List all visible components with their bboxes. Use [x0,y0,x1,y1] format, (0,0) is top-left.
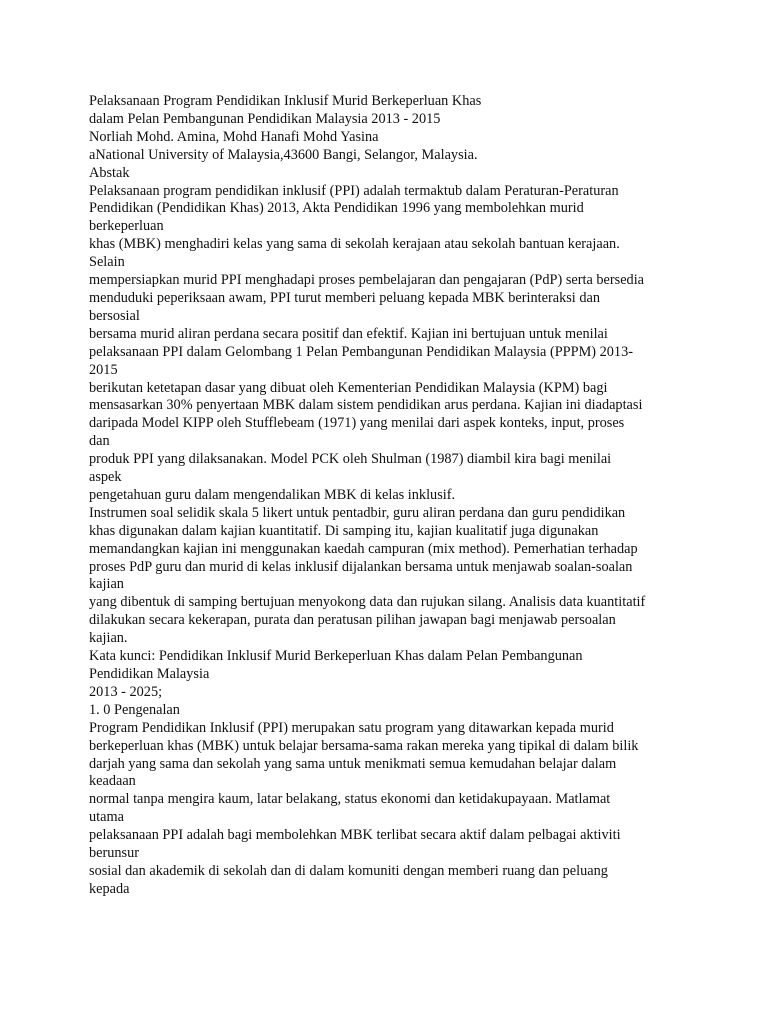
text-line: yang dibentuk di samping bertujuan menyokong data dan rujukan silang. Analisis data kuantitatif [89,594,646,611]
text-line: Pelaksanaan program pendidikan inklusif (PPI) adalah termaktub dalam Peraturan-Peraturan [89,182,619,199]
text-line: 1. 0 Pengenalan [89,701,180,718]
text-line: pengetahuan guru dalam mengendalikan MBK di kelas inklusif. [89,486,456,503]
text-line: kepada [89,880,130,897]
text-line: 2013 - 2025; [89,683,163,700]
text-line: 2015 [89,361,118,378]
text-line: dilakukan secara kekerapan, purata dan peratusan pilihan jawapan bagi menjawab persoalan [89,612,616,629]
text-line: sosial dan akademik di sekolah dan di dalam komuniti dengan memberi ruang dan peluang [89,862,608,879]
text-line: aspek [89,469,122,486]
text-line: darjah yang sama dan sekolah yang sama untuk menikmati semua kemudahan belajar dalam [89,755,617,772]
text-line: proses PdP guru dan murid di kelas inklusif dijalankan bersama untuk menjawab soalan-soalan [89,558,633,575]
text-line: Abstak [89,164,130,181]
text-line: aNational University of Malaysia,43600 Bangi, Selangor, Malaysia. [89,146,478,163]
text-line: utama [89,809,124,826]
text-line: bersama murid aliran perdana secara positif dan efektif. Kajian ini bertujuan untuk menilai [89,325,608,342]
text-line: mensasarkan 30% penyertaan MBK dalam sistem pendidikan arus perdana. Kajian ini diadaptasi [89,397,643,414]
text-line: bersosial [89,307,140,324]
text-line: mempersiapkan murid PPI menghadapi proses pembelajaran dan pengajaran (PdP) serta bersedia [89,272,645,289]
text-line: menduduki peperiksaan awam, PPI turut memberi peluang kepada MBK berinteraksi dan [89,289,600,306]
text-line: khas (MBK) menghadiri kelas yang sama di sekolah kerajaan atau sekolah bantuan kerajaan. [89,236,620,253]
text-line: keadaan [89,773,136,790]
document-body [89,93,728,899]
text-line: pelaksanaan PPI dalam Gelombang 1 Pelan Pembangunan Pendidikan Malaysia (PPPM) 2013- [89,343,633,360]
text-line: dalam Pelan Pembangunan Pendidikan Malaysia 2013 - 2015 [89,110,441,127]
text-line: pelaksanaan PPI adalah bagi membolehkan MBK terlibat secara aktif dalam pelbagai aktiviti [89,827,621,844]
text-line: Pelaksanaan Program Pendidikan Inklusif Murid Berkeperluan Khas [89,93,482,109]
text-line: Kata kunci: Pendidikan Inklusif Murid Berkeperluan Khas dalam Pelan Pembangunan [89,648,583,665]
text-line: berunsur [89,845,140,862]
text-line: dan [89,433,110,450]
text-line: berkeperluan [89,218,164,235]
text-line: Instrumen soal selidik skala 5 likert untuk pentadbir, guru aliran perdana dan guru pendidikan [89,504,626,521]
text-line: Pendidikan (Pendidikan Khas) 2013, Akta Pendidikan 1996 yang membolehkan murid [89,200,584,217]
text-line: khas digunakan dalam kajian kuantitatif. Di samping itu, kajian kualitatif juga digunakan [89,522,599,539]
text-line: Program Pendidikan Inklusif (PPI) merupakan satu program yang ditawarkan kepada murid [89,719,614,736]
text-line: Norliah Mohd. Amina, Mohd Hanafi Mohd Yasina [89,128,379,145]
text-line: berikutan ketetapan dasar yang dibuat oleh Kementerian Pendidikan Malaysia (KPM) bagi [89,379,608,396]
text-line: Pendidikan Malaysia [89,666,210,682]
text-line: kajian [89,576,124,593]
text-line: berkeperluan khas (MBK) untuk belajar bersama-sama rakan mereka yang tipikal di dalam bilik [89,737,639,754]
text-line: produk PPI yang dilaksanakan. Model PCK oleh Shulman (1987) diambil kira bagi menilai [89,451,612,468]
text-line: memandangkan kajian ini menggunakan kaedah campuran (mix method). Pemerhatian terhadap [89,540,638,557]
text-line: daripada Model KIPP oleh Stufflebeam (1971) yang menilai dari aspek konteks, input, proses [89,415,625,432]
text-line: Selain [89,254,125,271]
text-line: normal tanpa mengira kaum, latar belakang, status ekonomi dan ketidakupayaan. Matlamat [89,791,611,808]
text-line: kajian. [89,630,128,647]
